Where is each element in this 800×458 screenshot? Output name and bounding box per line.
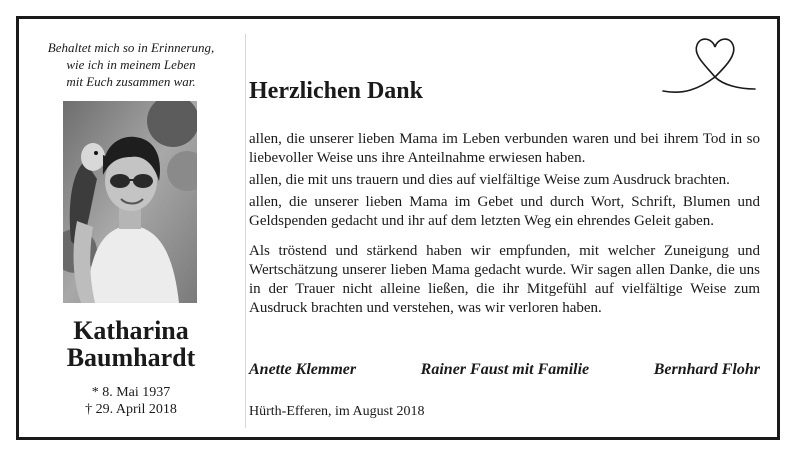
motto-line: wie ich in meinem Leben	[66, 57, 196, 72]
signatures	[249, 360, 760, 380]
signature: Anette Klemmer	[249, 361, 357, 378]
life-dates	[41, 384, 221, 418]
thanks-paragraph: Als tröstend und stärkend haben wir empfunden, mit welcher Zuneigung und Wertschätzung unserer lieben Mama gedacht wurde. Wir sagen allen Danke, die uns in der Trauer nicht alleine ließen, die ihr Mitgefühl auf vielfältige Weise zum Ausdruck brachten und verstehen, was wir verloren haben.	[249, 243, 760, 316]
birth-date: * 8. Mai 1937	[91, 385, 171, 400]
deceased-name	[41, 317, 221, 371]
notice-frame	[16, 16, 780, 440]
thanks-text	[249, 130, 760, 321]
death-date: † 29. April 2018	[85, 402, 177, 417]
place-and-date: Hürth-Efferen, im August 2018	[249, 404, 425, 419]
signature: Bernhard Flohr	[653, 361, 760, 378]
last-name: Baumhardt	[66, 343, 196, 372]
thanks-heading: Herzlichen Dank	[249, 78, 423, 104]
heart-outline-icon	[659, 33, 759, 108]
portrait-photo	[63, 101, 197, 303]
thanks-paragraph: allen, die unserer lieben Mama im Gebet und durch Wort, Schrift, Blumen und Geldspenden gedacht und ihr auf dem letzten Weg ein ehrendes Geleit gaben.	[249, 194, 760, 229]
thanks-paragraph: allen, die mit uns trauern und dies auf vielfältige Weise zum Ausdruck brachten.	[249, 172, 730, 188]
signature: Rainer Faust mit Familie	[420, 361, 590, 378]
first-name: Katharina	[73, 316, 189, 345]
column-divider	[245, 34, 246, 428]
thanks-paragraph: allen, die unserer lieben Mama im Leben verbunden waren und bei ihrem Tod in so liebevoller Weise uns ihre Anteilnahme erwiesen haben.	[249, 131, 760, 166]
motto-line: Behaltet mich so in Erinnerung,	[47, 40, 215, 55]
memorial-motto	[41, 39, 221, 90]
motto-line: mit Euch zusammen war.	[66, 74, 196, 89]
